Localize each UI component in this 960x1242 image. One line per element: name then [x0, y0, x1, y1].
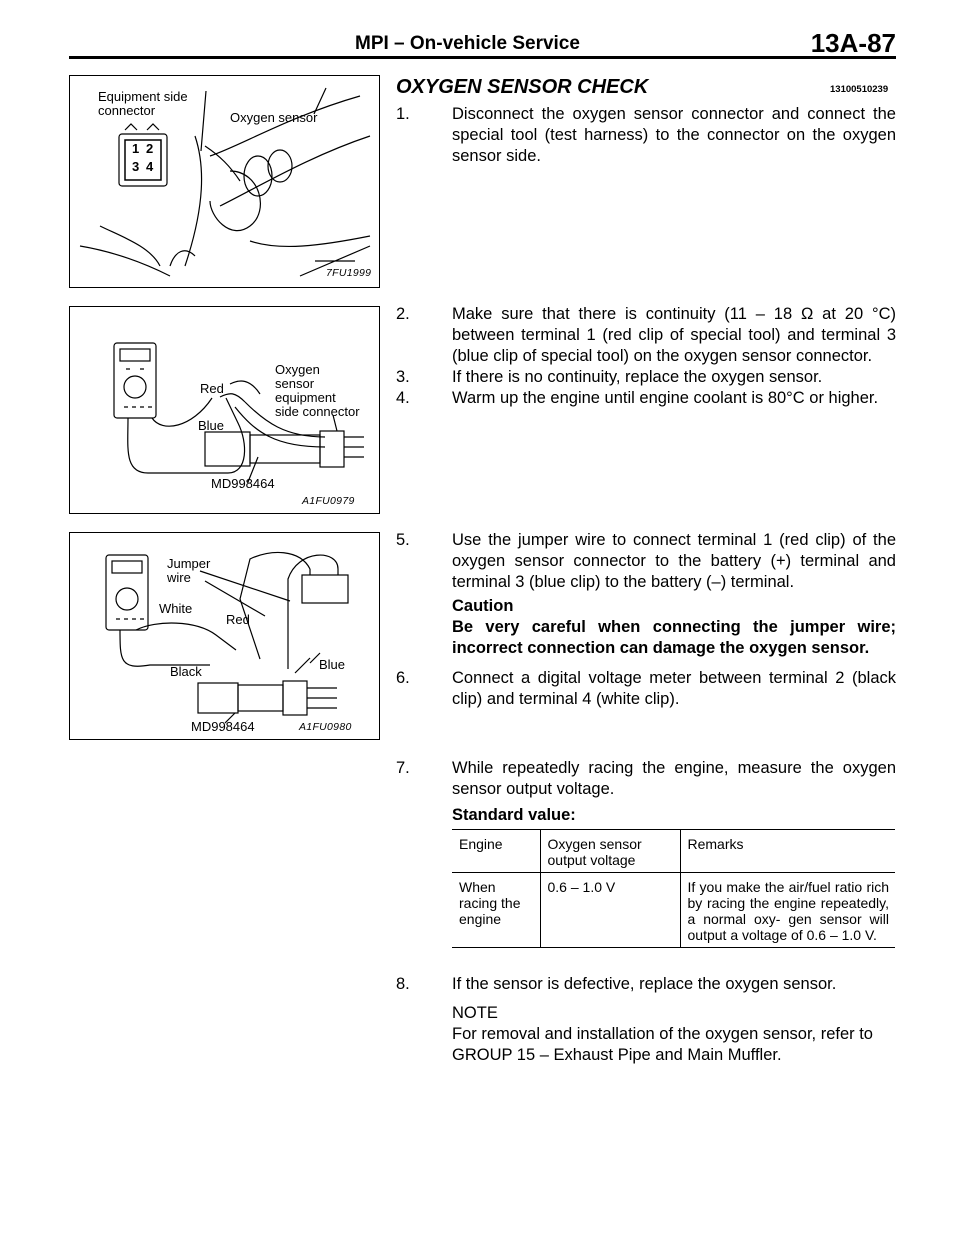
- header-engine: Engine: [459, 836, 503, 852]
- step-text: Connect a digital voltage meter between terminal 2 (black clip) and terminal 4 (white clip).: [452, 669, 896, 708]
- pin-4: 4: [146, 159, 154, 174]
- pin-1: 1: [132, 141, 140, 156]
- page-number: 13A-87: [810, 28, 896, 58]
- cell-remarks: If you make the air/fuel ratio rich by racing the engine repeatedly, a normal oxy- gen sensor will output a voltage of 0.6 – 1.0 V.: [680, 873, 895, 948]
- figure-code: 7FU1999: [326, 267, 372, 279]
- step-text: Warm up the engine until engine coolant is 80°C or higher.: [452, 389, 879, 407]
- figure-3-drawing: [70, 533, 379, 739]
- step-number: 8.: [396, 975, 410, 993]
- label-white-clip: White: [159, 601, 193, 616]
- step-8: [396, 974, 896, 995]
- step-1: [396, 104, 896, 167]
- step-5: [396, 530, 896, 593]
- label-blue-clip: Blue: [319, 657, 346, 672]
- cell-voltage: 0.6 – 1.0 V: [540, 873, 680, 948]
- note-text: For removal and installation of the oxygen sensor, refer to GROUP 15 – Exhaust Pipe and Main Muffler.: [452, 1025, 873, 1064]
- label-equipment-side-connector: Equipment side connector: [98, 89, 188, 118]
- step-text: Make sure that there is continuity (11 – 18 Ω at 20 °C) between terminal 1 (red clip of special tool) and terminal 3 (blue clip of special tool) on the oxygen sensor connector.: [452, 305, 896, 365]
- step-7: [396, 758, 896, 800]
- label-jumper-wire: Jumper wire: [167, 556, 211, 585]
- cell-engine: When racing the engine: [459, 879, 521, 927]
- step-text: If there is no continuity, replace the oxygen sensor.: [452, 368, 823, 386]
- label-blue-clip: Blue: [198, 418, 225, 433]
- step-text: While repeatedly racing the engine, measure the oxygen sensor output voltage.: [452, 759, 896, 798]
- header-title: MPI – On-vehicle Service: [355, 33, 580, 54]
- section-code: 13100510239: [830, 84, 889, 95]
- caution-label: Caution: [452, 597, 514, 615]
- step-number: 7.: [396, 759, 410, 777]
- table-header-row: [452, 830, 895, 873]
- figure-code: A1FU0980: [299, 721, 352, 733]
- figure-continuity-check: [69, 306, 380, 514]
- step-text: Disconnect the oxygen sensor connector and connect the special tool (test harness) to the connector on the oxygen sensor side.: [452, 105, 896, 165]
- label-red-clip: Red: [200, 381, 224, 396]
- step-number: 3.: [396, 368, 410, 386]
- table-row: [452, 873, 895, 948]
- label-tool-number: MD998464: [211, 476, 275, 491]
- note-label: NOTE: [452, 1004, 498, 1022]
- step-number: 1.: [396, 105, 410, 123]
- step-2: [396, 304, 896, 367]
- step-3: [396, 367, 896, 388]
- step-text: If the sensor is defective, replace the oxygen sensor.: [452, 975, 837, 993]
- step-number: 6.: [396, 669, 410, 687]
- figure-code: A1FU0979: [302, 495, 355, 507]
- figure-voltage-check: [69, 532, 380, 740]
- step-number: 5.: [396, 531, 410, 549]
- pin-2: 2: [146, 141, 154, 156]
- step-text: Use the jumper wire to connect terminal 1 (red clip) of the oxygen sensor connector to the battery (+) terminal and terminal 3 (blue clip) to the battery (–) terminal.: [452, 531, 896, 591]
- pin-3: 3: [132, 159, 140, 174]
- caution-text: Be very careful when connecting the jumper wire; incorrect connection can damage the oxygen sensor.: [452, 618, 896, 657]
- step-4: [396, 388, 896, 409]
- label-red-clip: Red: [226, 612, 250, 627]
- header-voltage: Oxygen sensor output voltage: [540, 830, 680, 873]
- label-black-clip: Black: [170, 664, 202, 679]
- figure-oxygen-sensor-location: [69, 75, 380, 288]
- step-number: 4.: [396, 389, 410, 407]
- label-oxygen-sensor: Oxygen sensor: [230, 110, 318, 125]
- step-6: [396, 668, 896, 710]
- page-header: [69, 28, 896, 59]
- standard-value-table: [452, 829, 895, 948]
- standard-value-label: Standard value:: [452, 806, 576, 824]
- header-remarks: Remarks: [680, 830, 895, 873]
- label-oxygen-sensor-connector: Oxygen sensor equipment side connector: [275, 362, 360, 419]
- label-tool-number: MD998464: [191, 719, 255, 734]
- step-number: 2.: [396, 305, 410, 323]
- section-title: OXYGEN SENSOR CHECK: [396, 76, 649, 98]
